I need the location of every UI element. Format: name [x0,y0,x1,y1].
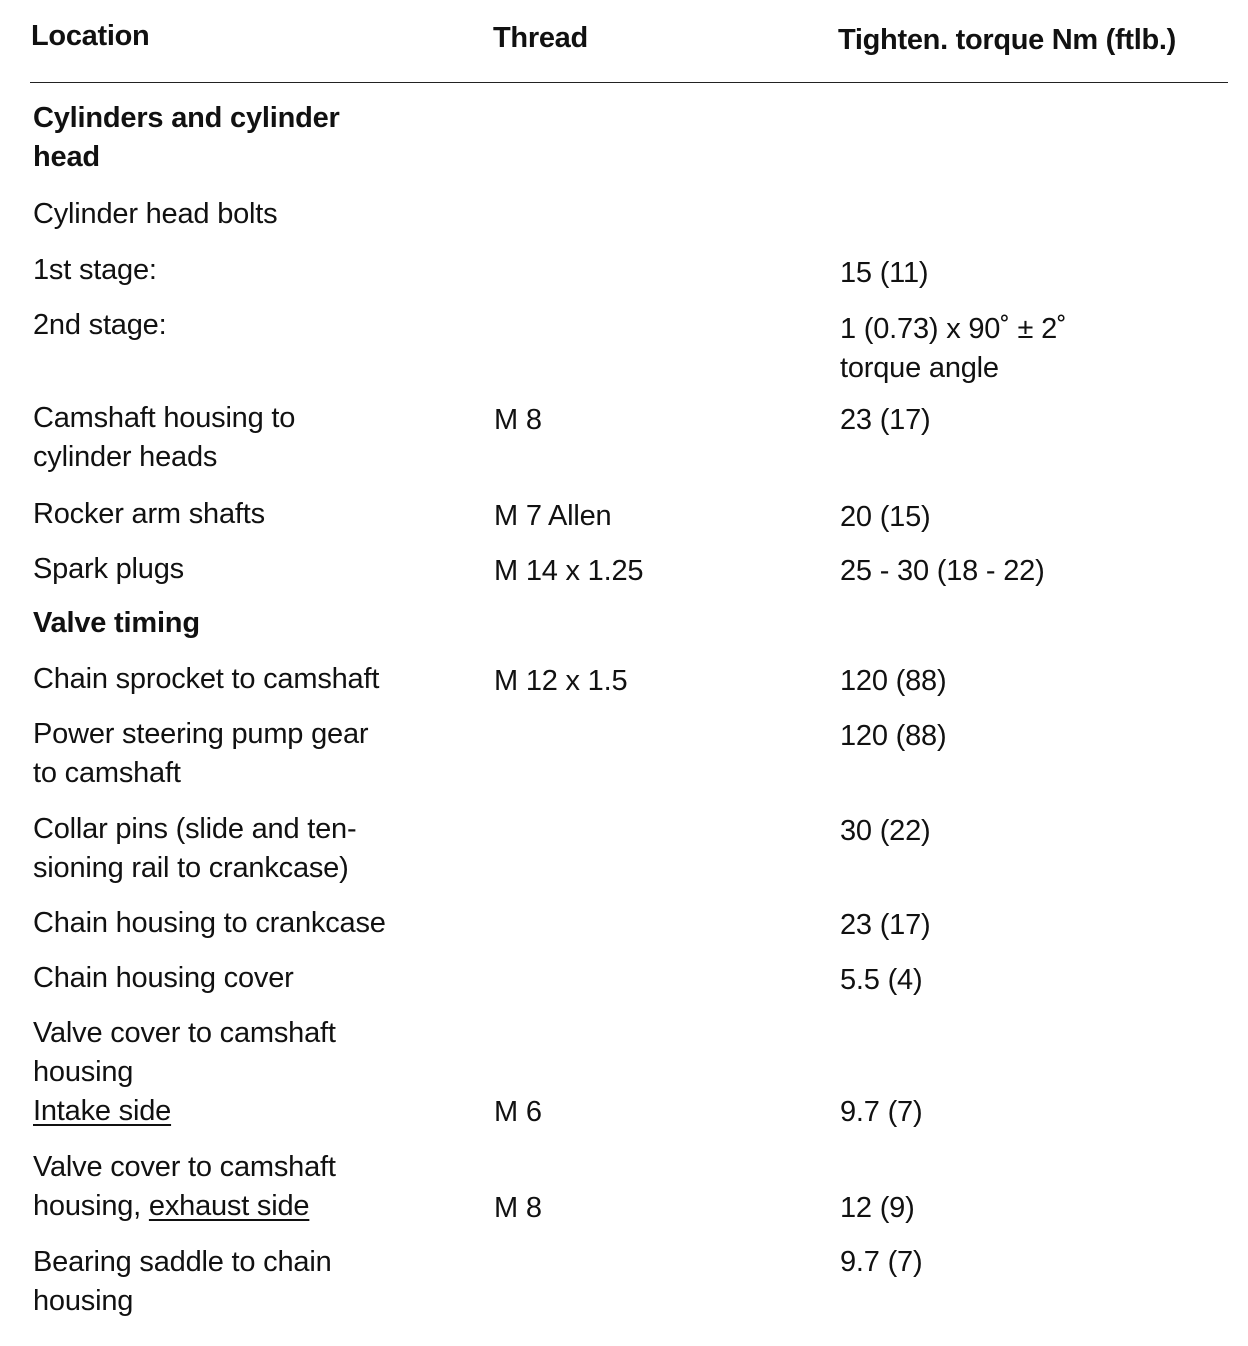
location-line: Intake side [33,1095,172,1127]
torque-cell: 20 (15) [840,501,931,533]
location-cell: Chain housing cover [33,962,294,994]
location-cell: Spark plugs [33,553,184,585]
torque-cell: 12 (9) [840,1192,915,1224]
location-line: Collar pins (slide and ten- [33,813,357,845]
thread-cell: M 8 [494,404,542,436]
location-line: housing [33,1285,134,1317]
torque-cell [840,310,1230,388]
torque-cell: 25 - 30 (18 - 22) [840,555,1045,587]
section-title: Valve timing [33,607,200,639]
location-cell: Rocker arm shafts [33,498,265,530]
location-line: to camshaft [33,757,181,789]
torque-cell: 9.7 (7) [840,1246,923,1278]
header-thread: Thread [493,22,588,54]
location-cell [33,1148,473,1226]
torque-line: torque angle [840,352,999,384]
location-line: Valve cover to camshaft [33,1017,336,1049]
torque-cell: 120 (88) [840,720,947,752]
location-line: Power steering pump gear [33,718,369,750]
torque-line: 1 (0.73) x 90˚ ± 2˚ [840,313,1067,345]
location-cell: Chain housing to crankcase [33,907,386,939]
location-cell [33,715,473,793]
thread-cell: M 12 x 1.5 [494,665,628,697]
location-cell: 2nd stage: [33,309,167,341]
location-cell [33,1243,473,1321]
torque-cell: 120 (88) [840,665,947,697]
section-title-line: Cylinders and cylinder [33,102,340,134]
location-text-underlined: exhaust side [148,1190,310,1222]
thread-cell: M 7 Allen [494,500,612,532]
location-line: housing [33,1056,134,1088]
location-cell: Chain sprocket to camshaft [33,663,380,695]
torque-cell: 5.5 (4) [840,964,923,996]
header-torque: Tighten. torque Nm (ftlb.) [838,24,1177,56]
location-line [33,1187,473,1226]
location-line: sioning rail to crankcase) [33,852,349,884]
torque-cell: 23 (17) [840,909,931,941]
location-line: Bearing saddle to chain [33,1246,332,1278]
thread-cell: M 14 x 1.25 [494,555,644,587]
location-line: Camshaft housing to [33,402,296,434]
location-line: Valve cover to camshaft [33,1151,336,1183]
thread-cell: M 8 [494,1192,542,1224]
section-title-line: head [33,141,100,173]
torque-cell: 15 (11) [840,257,929,289]
torque-cell: 9.7 (7) [840,1096,923,1128]
location-line: cylinder heads [33,441,218,473]
location-cell [33,1014,473,1131]
location-cell: 1st stage: [33,254,157,286]
thread-cell: M 6 [494,1096,542,1128]
header-location: Location [31,20,150,52]
location-cell: Cylinder head bolts [33,198,278,230]
location-cell [33,399,473,477]
torque-cell: 23 (17) [840,404,931,436]
location-cell [33,810,473,888]
location-text: housing, [33,1190,149,1222]
torque-cell: 30 (22) [840,815,931,847]
